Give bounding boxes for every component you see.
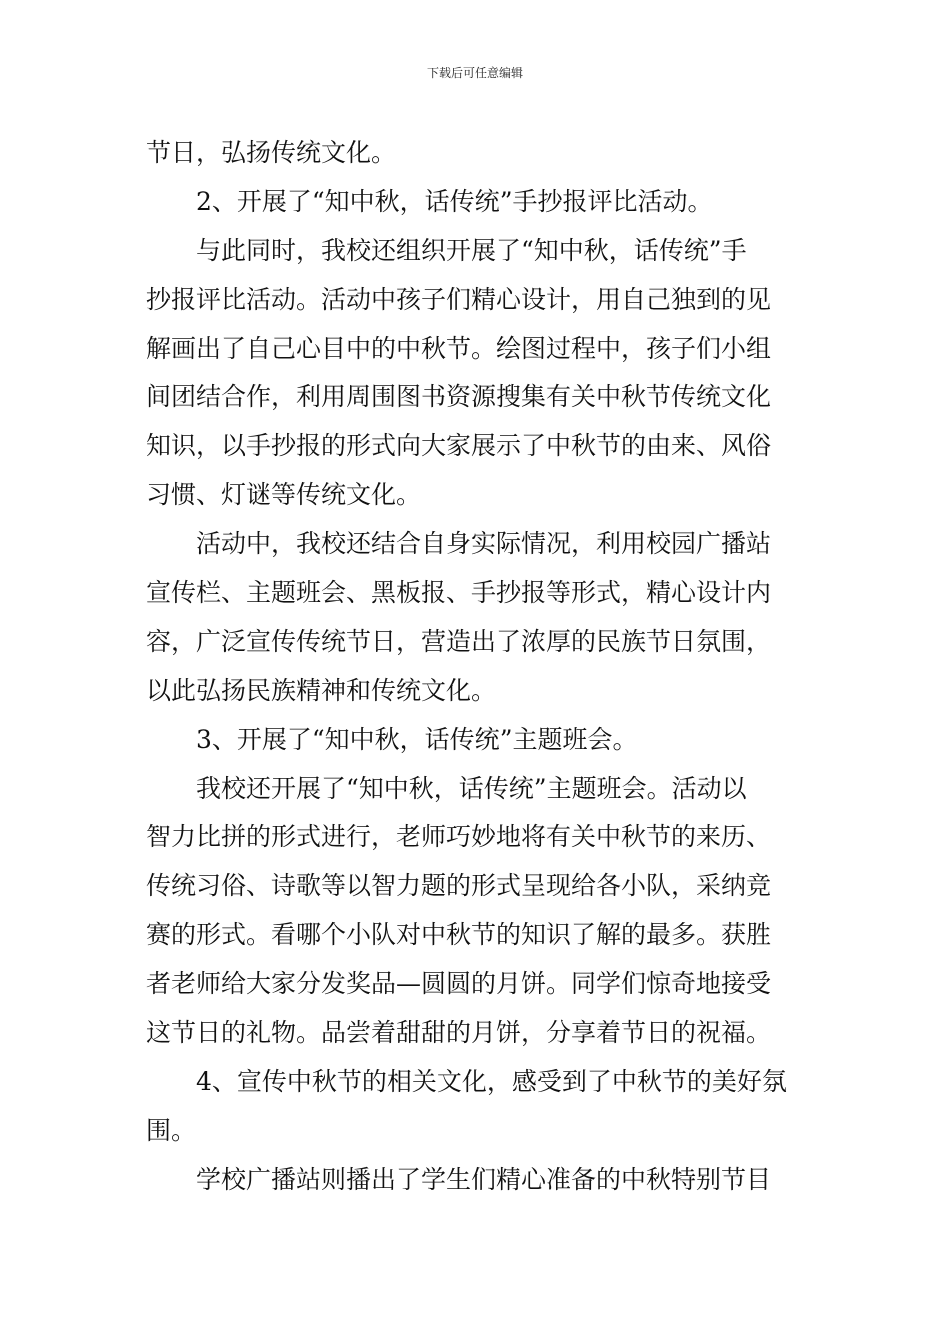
text-line: 3、开展了“知中秋，话传统”主题班会。 [196, 724, 638, 754]
text-line: 这节日的礼物。品尝着甜甜的月饼，分享着节日的祝福。 [146, 1018, 772, 1048]
text-line: 抄报评比活动。活动中孩子们精心设计，用自己独到的见 [146, 284, 772, 314]
document-body [146, 129, 810, 1205]
text-line: 4、宣传中秋节的相关文化，感受到了中秋节的美好氛 [196, 1066, 787, 1096]
text-line: 学校广播站则播出了学生们精心准备的中秋特别节目 [196, 1164, 772, 1194]
page-header: 下载后可任意编辑 [426, 66, 523, 80]
text-line: 智力比拼的形式进行，老师巧妙地将有关中秋节的来历、 [146, 822, 772, 852]
text-line: 节日，弘扬传统文化。 [146, 138, 397, 167]
text-line: 宣传栏、主题班会、黑板报、手抄报等形式，精心设计内 [146, 578, 772, 608]
text-line: 知识，以手抄报的形式向大家展示了中秋节的由来、风俗 [146, 431, 772, 461]
text-line: 间团结合作，利用周围图书资源搜集有关中秋节传统文化 [146, 382, 772, 412]
text-line: 以此弘扬民族精神和传统文化。 [146, 675, 497, 705]
text-line: 解画出了自己心目中的中秋节。绘图过程中，孩子们小组 [146, 333, 772, 363]
text-line: 与此同时，我校还组织开展了“知中秋，话传统”手 [196, 235, 747, 265]
text-line: 习惯、灯谜等传统文化。 [146, 480, 422, 510]
text-line: 我校还开展了“知中秋，话传统”主题班会。活动以 [196, 773, 747, 803]
text-line: 围。 [146, 1115, 197, 1145]
text-line: 传统习俗、诗歌等以智力题的形式呈现给各小队，采纳竞 [146, 871, 772, 901]
text-line: 2、开展了“知中秋，话传统”手抄报评比活动。 [196, 186, 713, 216]
text-line: 容，广泛宣传传统节日，营造出了浓厚的民族节日氛围， [146, 626, 772, 656]
text-line: 赛的形式。看哪个小队对中秋节的知识了解的最多。获胜 [146, 920, 772, 950]
text-line: 者老师给大家分发奖品—圆圆的月饼。同学们惊奇地接受 [146, 969, 772, 999]
text-line: 活动中，我校还结合自身实际情况，利用校园广播站 [196, 529, 772, 559]
